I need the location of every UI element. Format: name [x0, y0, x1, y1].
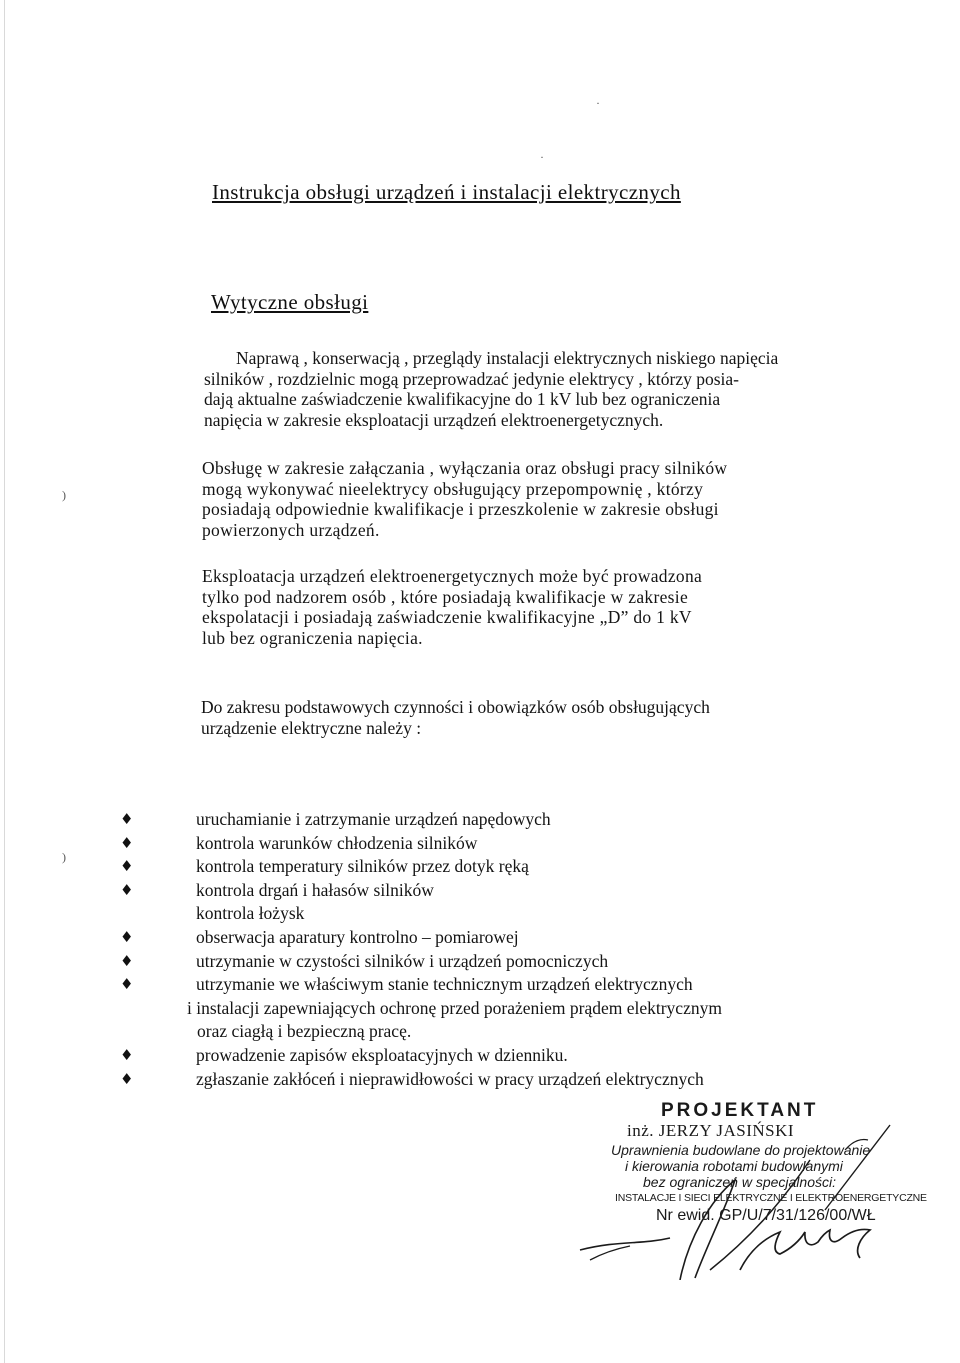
list-item — [0, 808, 960, 832]
diamond-bullet-icon: ♦ — [120, 833, 134, 852]
text-line: tylko pod nadzorem osób , które posiadają kwalifikacje w zakresie — [202, 586, 689, 607]
signature-stroke — [590, 1246, 630, 1260]
paragraph-repair-qualifications — [204, 348, 778, 430]
list-item — [0, 879, 960, 903]
list-item-continuation — [0, 997, 960, 1021]
diamond-bullet-icon: ♦ — [120, 1045, 134, 1064]
list-item-text: obserwacja aparatury kontrolno – pomiarowej — [196, 926, 519, 947]
stamp-name: inż. JERZY JASIŃSKI — [627, 1121, 795, 1140]
paragraph-duties-intro — [201, 697, 710, 738]
text-line: Eksploatacja urządzeń elektroenergetycznych może być prowadzona — [202, 566, 703, 586]
text-line: lub bez ograniczenia napięcia. — [202, 627, 423, 648]
stamp-qualification-line: i kierowania robotami budowlanymi — [625, 1158, 843, 1174]
diamond-bullet-icon: ♦ — [120, 927, 134, 946]
signature-stroke — [825, 1125, 890, 1210]
text-line: Obsługę w zakresie załączania , wyłączania oraz obsługi pracy silników — [202, 458, 728, 478]
diamond-bullet-icon: ♦ — [120, 810, 134, 828]
list-item-text: zgłaszanie zakłóceń i nieprawidłowości w pracy urządzeń elektrycznych — [196, 1068, 704, 1089]
scan-speck: · — [596, 96, 600, 110]
list-item — [0, 832, 960, 856]
signature-stroke — [740, 1229, 870, 1270]
list-item-text: kontrola drgań i hałasów silników — [196, 879, 434, 900]
list-item — [0, 950, 960, 974]
list-item — [0, 902, 960, 926]
list-item — [0, 973, 960, 997]
list-item-text: kontrola warunków chłodzenia silników — [196, 832, 478, 853]
diamond-bullet-icon: ♦ — [120, 975, 134, 994]
text-line: Do zakresu podstawowych czynności i obowiązków osób obsługujących — [201, 697, 710, 717]
signature-stroke — [845, 1139, 868, 1150]
paragraph-operation-supervision — [202, 566, 702, 648]
scan-speck: ) — [62, 850, 66, 864]
stamp-registration-number: Nr ewid. GP/U/7/31/126/00/WŁ — [656, 1207, 876, 1224]
diamond-bullet-icon: ♦ — [120, 951, 134, 970]
handwritten-signature — [560, 1120, 900, 1280]
list-item-text: kontrola łożysk — [196, 903, 305, 924]
list-item-continuation — [0, 1020, 960, 1044]
list-item — [0, 1068, 960, 1092]
text-line: urządzenie elektryczne należy : — [201, 717, 422, 738]
text-line: silników , rozdzielnic mogą przeprowadzać jedynie elektrycy , którzy posia- — [204, 368, 740, 389]
text-line: posiadają odpowiednie kwalifikacje i przeszkolenie w zakresie obsługi — [202, 499, 719, 519]
text-line: mogą wykonywać nieelektrycy obsługujący przepompownię , którzy — [202, 478, 704, 499]
scan-speck: ) — [62, 488, 66, 502]
text-line: napięcia w zakresie eksploatacji urządzeń elektroenergetycznych. — [204, 409, 664, 430]
list-item — [0, 1044, 960, 1068]
stamp-qualification-line: bez ograniczeń w specjalności: — [643, 1174, 836, 1190]
scan-speck: · — [540, 150, 544, 164]
text-line: powierzonych urządzeń. — [202, 519, 380, 540]
signature-stroke — [710, 1160, 810, 1270]
signature-stroke — [680, 1180, 735, 1280]
diamond-bullet-icon: ♦ — [120, 1069, 134, 1088]
list-item-text: prowadzenie zapisów eksploatacyjnych w dzienniku. — [196, 1044, 568, 1065]
stamp-specialty: INSTALACJE I SIECI ELEKTRYCZNE I ELEKTROENERGETYCZNE — [615, 1192, 927, 1204]
text-line: dają aktualne zaświadczenie kwalifikacyjne do 1 kV lub bez ograniczenia — [204, 389, 721, 409]
list-item — [0, 926, 960, 950]
document-title: Instrukcja obsługi urządzeń i instalacji elektrycznych — [212, 180, 681, 204]
section-title: Wytyczne obsługi — [211, 290, 369, 314]
list-item-text: utrzymanie we właściwym stanie technicznym urządzeń elektrycznych — [196, 974, 693, 995]
list-item-text: uruchamianie i zatrzymanie urządzeń napędowych — [196, 809, 551, 829]
signature-stroke — [580, 1238, 670, 1250]
diamond-bullet-icon: ♦ — [120, 857, 134, 876]
text-line: ekspolatacji i posiadają zaświadczenie kwalifikacyjne „D” do 1 kV — [202, 607, 692, 627]
list-item — [0, 855, 960, 879]
duties-list — [0, 808, 960, 1091]
paragraph-switching-operation — [202, 458, 727, 540]
list-item-text: utrzymanie w czystości silników i urządzeń pomocniczych — [196, 950, 609, 971]
text-line: Naprawą , konserwacją , przeglądy instalacji elektrycznych niskiego napięcia — [236, 348, 779, 368]
list-item-text: oraz ciagłą i bezpieczną pracę. — [197, 1021, 412, 1042]
list-item-text: i instalacji zapewniających ochronę przed porażeniem prądem elektrycznym — [187, 997, 722, 1018]
stamp-role: PROJEKTANT — [661, 1100, 819, 1121]
diamond-bullet-icon: ♦ — [120, 880, 134, 899]
stamp-qualification-line: Uprawnienia budowlane do projektowanie — [611, 1142, 871, 1158]
page-edge-line — [4, 0, 5, 1363]
list-item-text: kontrola temperatury silników przez dotyk ręką — [196, 856, 529, 877]
